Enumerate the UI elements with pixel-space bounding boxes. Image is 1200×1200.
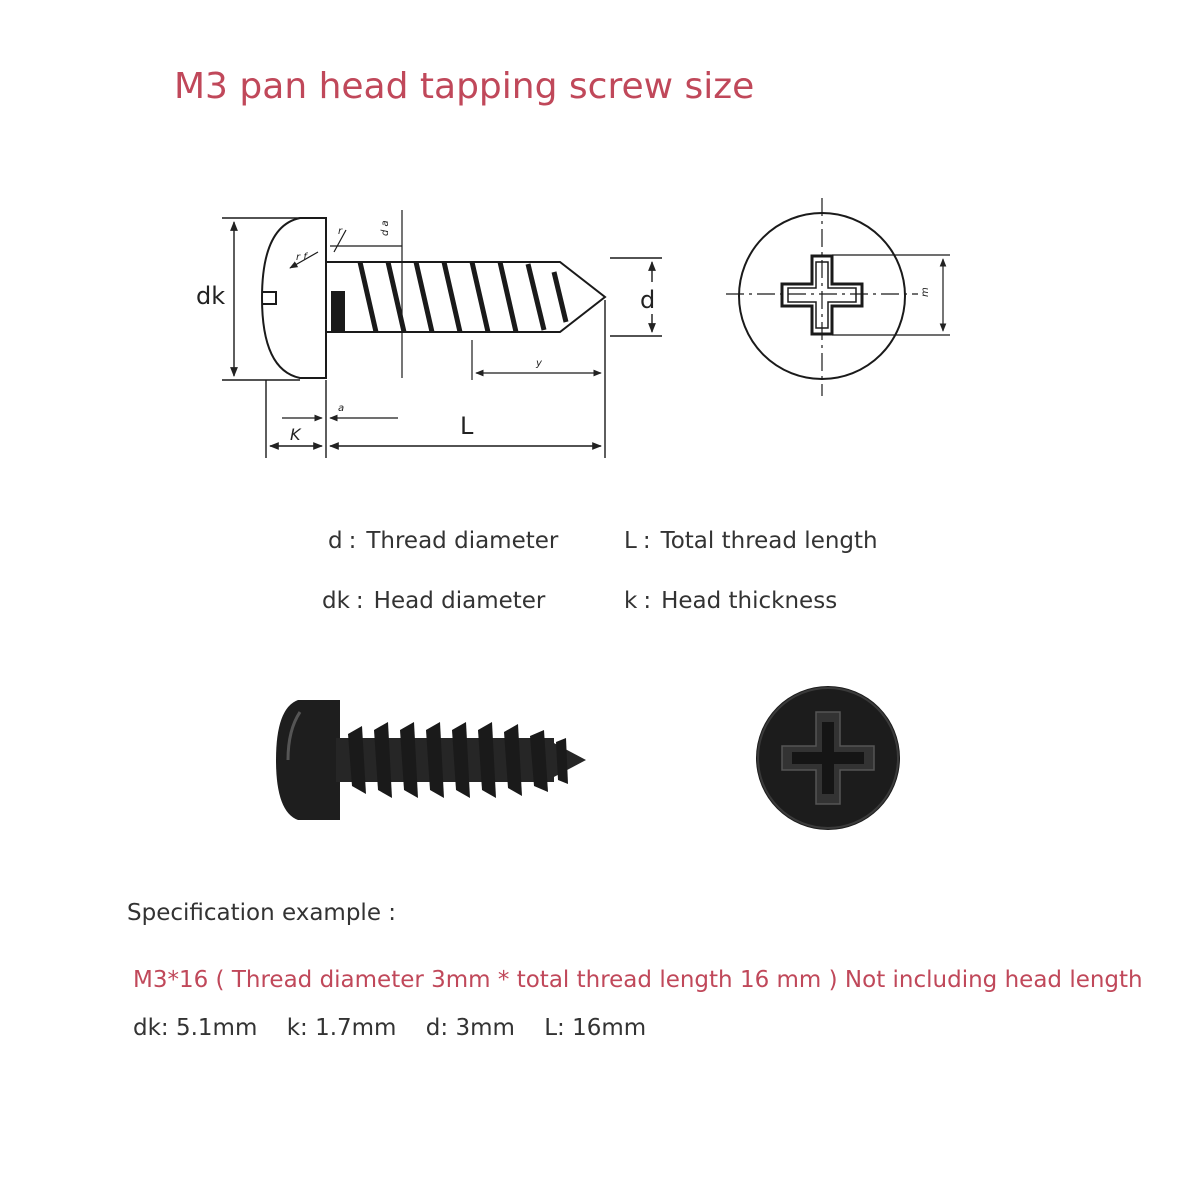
legend-text: Head diameter: [373, 588, 546, 614]
label-L: L: [460, 412, 474, 440]
legend-key: dk: [322, 588, 350, 614]
label-K: K: [290, 425, 301, 444]
label-m: m: [920, 287, 931, 297]
legend-sep: :: [642, 528, 651, 554]
legend-text: Total thread length: [660, 528, 878, 554]
legend-text: Head thickness: [661, 588, 838, 614]
screw-head-outline: [262, 218, 326, 378]
label-d: d: [640, 286, 656, 314]
spec-dim-L: L: 16mm: [544, 1015, 647, 1041]
spec-dims: [133, 1015, 668, 1041]
screw-photo-head: [756, 686, 900, 830]
legend-item-dk: [322, 588, 545, 614]
screw-head-top-drawing: [726, 198, 950, 396]
legend-sep: :: [348, 528, 357, 554]
legend-key: L: [624, 528, 637, 554]
legend-item-d: [328, 528, 558, 554]
legend-text: Thread diameter: [366, 528, 559, 554]
label-y: y: [536, 358, 542, 369]
legend-item-L: [624, 528, 878, 554]
label-dk: dk: [196, 282, 226, 310]
spec-dim-k: k: 1.7mm: [286, 1015, 397, 1041]
spec-heading: Specification example :: [127, 900, 397, 926]
screw-photo-side: [276, 700, 586, 820]
page-title: M3 pan head tapping screw size: [174, 66, 755, 107]
legend-key: k: [624, 588, 638, 614]
legend-sep: :: [643, 588, 652, 614]
spec-example: M3*16 ( Thread diameter 3mm * total thread length 16 mm ) Not including head length: [133, 967, 1143, 993]
label-a: a: [338, 403, 345, 414]
label-rf: r f: [296, 252, 307, 263]
spec-dim-dk: dk: 5.1mm: [133, 1015, 258, 1041]
legend-key: d: [328, 528, 343, 554]
legend-sep: :: [355, 588, 364, 614]
spec-dim-d: d: 3mm: [425, 1015, 515, 1041]
label-r: r: [338, 226, 343, 237]
label-da: d a: [380, 220, 391, 236]
legend-item-k: [624, 588, 837, 614]
